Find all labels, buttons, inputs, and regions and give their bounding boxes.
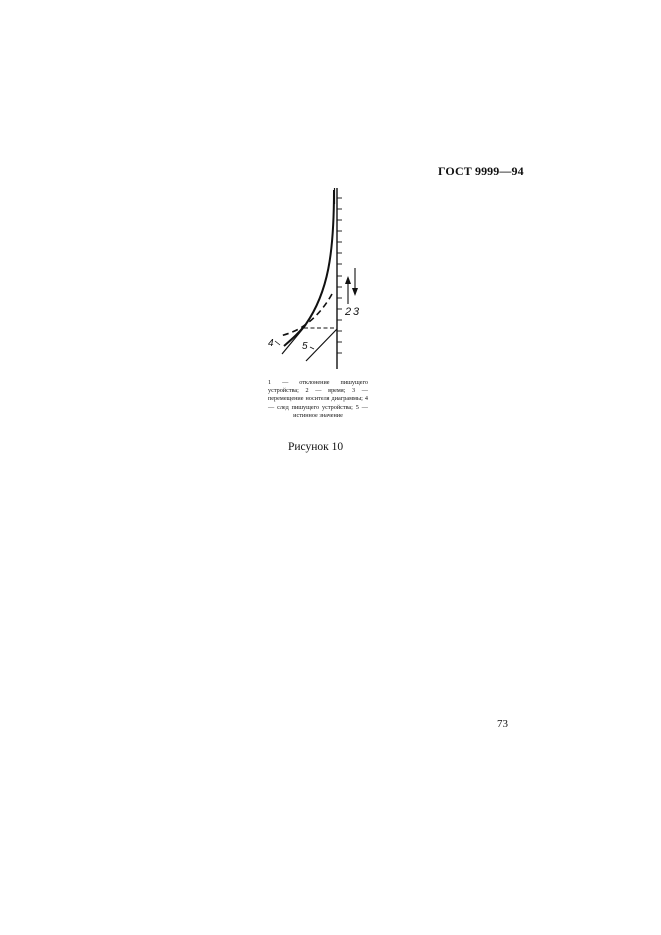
up-arrow-icon (345, 276, 351, 304)
axis-ticks (337, 198, 342, 353)
document-standard-code: ГОСТ 9999—94 (438, 164, 524, 178)
figure-10-diagram (262, 184, 372, 369)
label-3: 3 (353, 306, 360, 318)
solid-trace-curve (284, 190, 334, 346)
label-5-leader (310, 347, 314, 349)
page-number: 73 (497, 718, 508, 730)
down-arrow-icon (352, 268, 358, 296)
dashed-curve (280, 294, 332, 336)
true-value-line (306, 329, 337, 361)
figure-title: Рисунок 10 (288, 441, 344, 453)
label-4: 4 (268, 338, 274, 349)
label-2: 2 (345, 306, 352, 318)
label-4-leader (275, 341, 280, 345)
figure-caption: 1 — отклонение пишущего устройства; 2 — время; 3 — перемещение носителя диаграммы; 4 — след пишущего устройства; 5 — истинное значение (268, 379, 368, 419)
label-5: 5 (302, 341, 308, 352)
figure-svg (262, 184, 372, 369)
